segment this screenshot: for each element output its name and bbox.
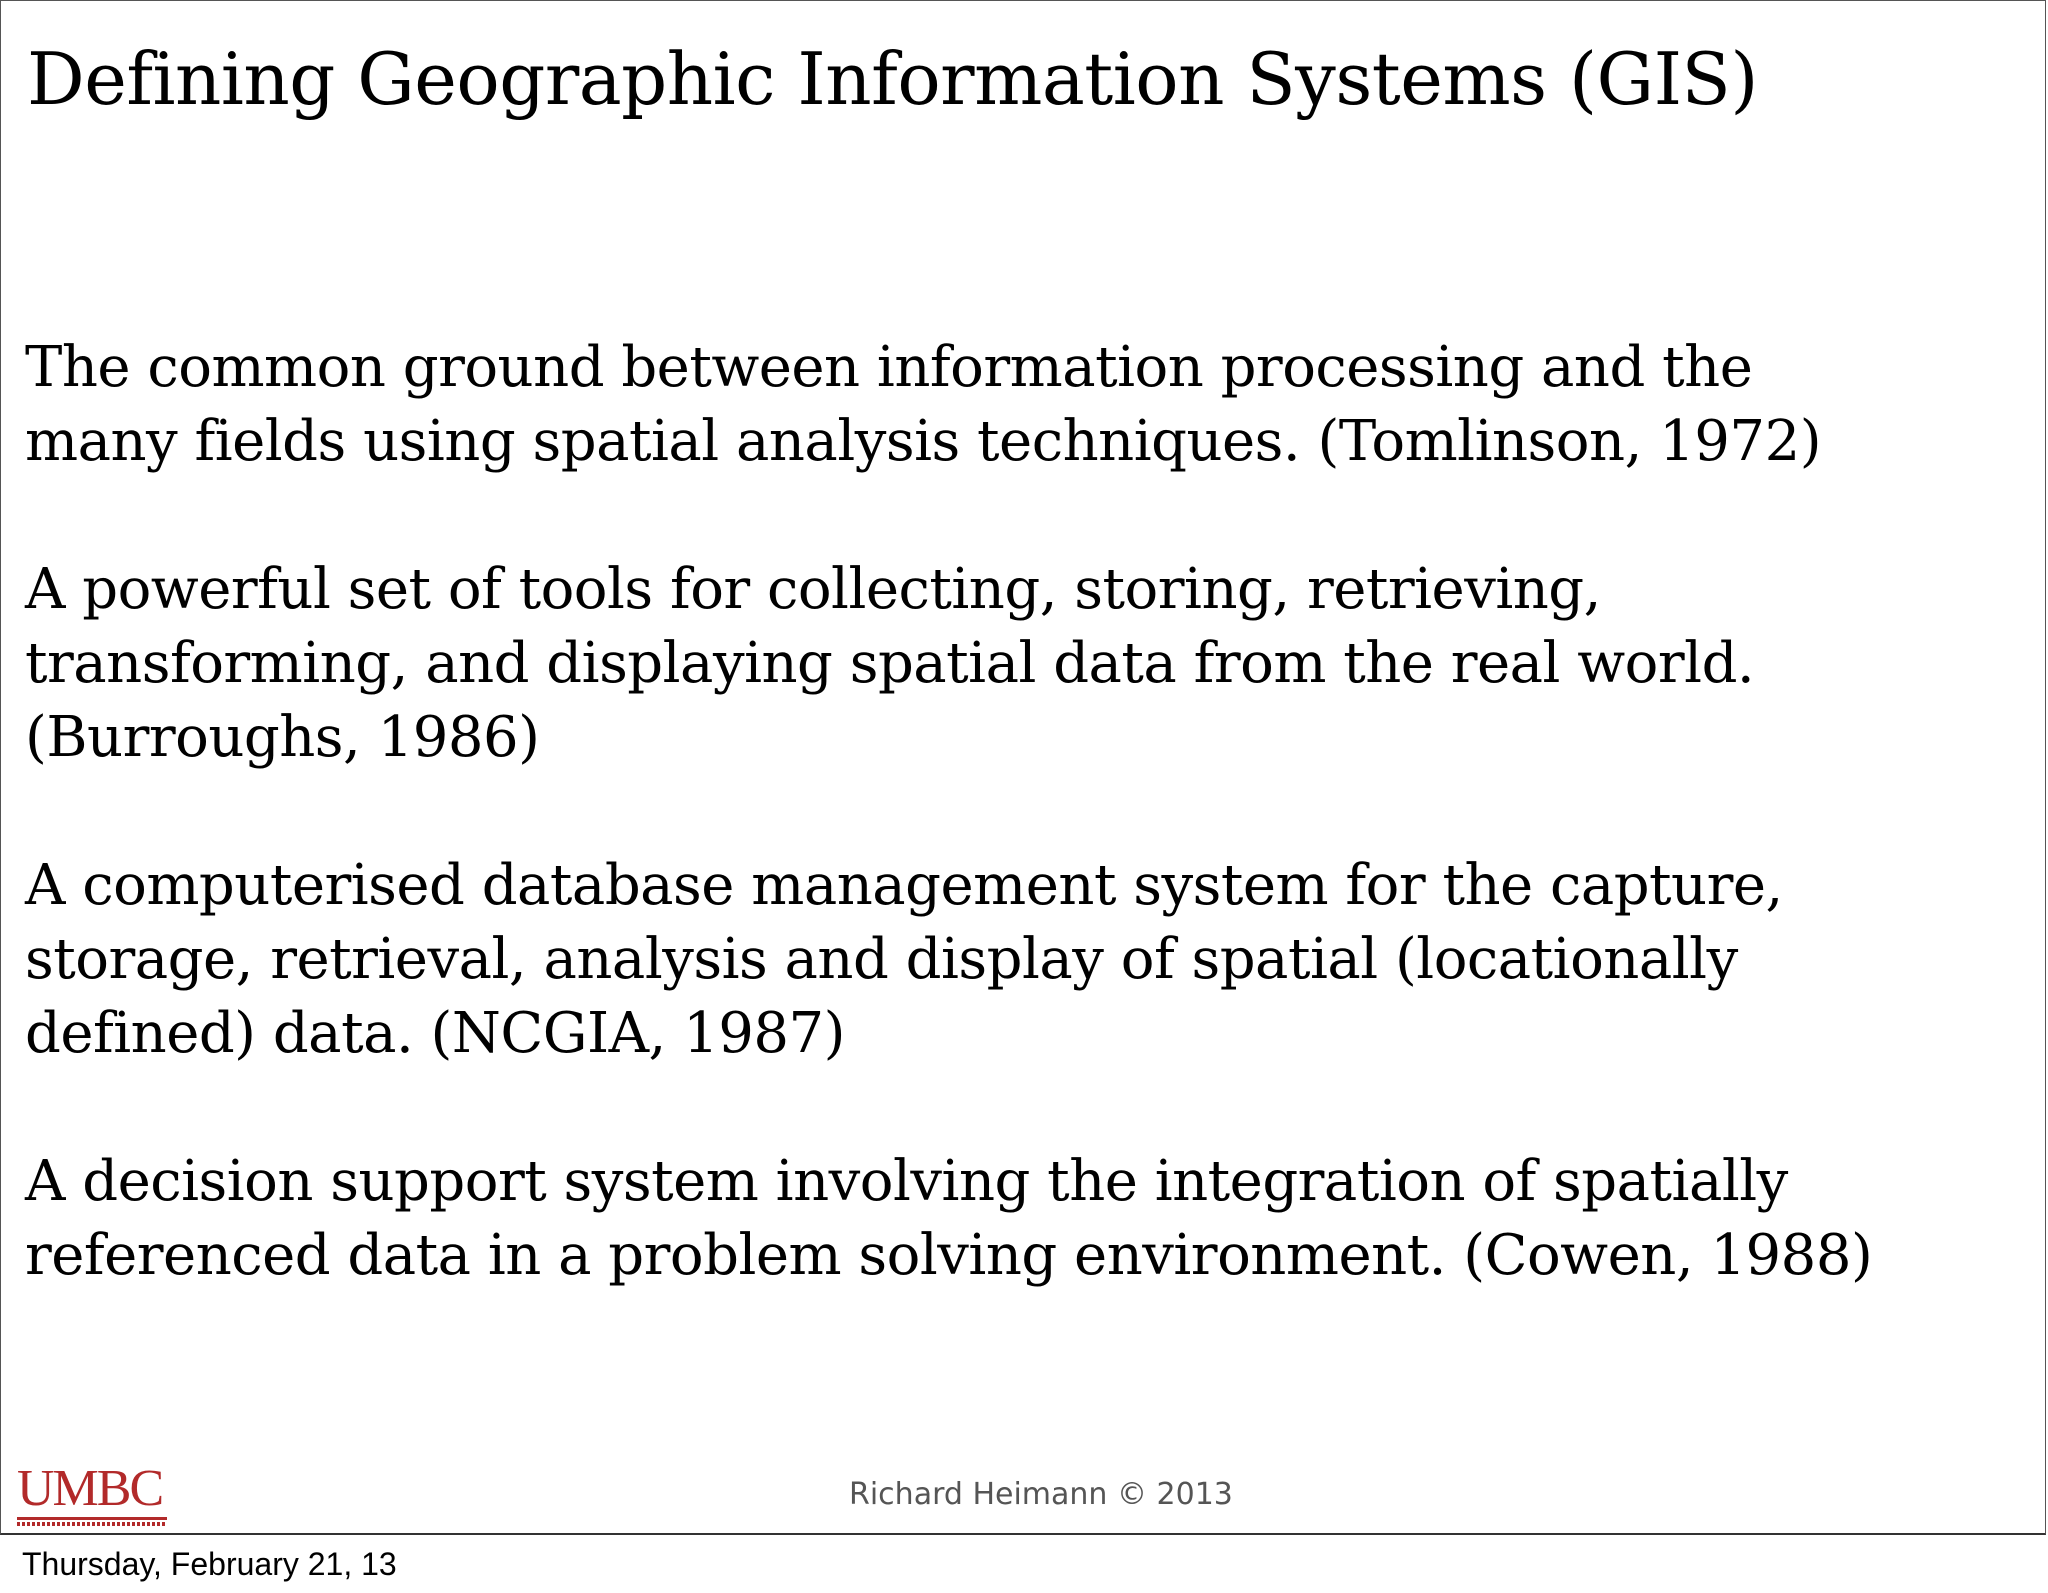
definition-line: referenced data in a problem solving environment. (Cowen, 1988) (25, 1223, 1873, 1288)
definition-line: The common ground between information processing and the (25, 335, 1753, 400)
umbc-logo (17, 1460, 167, 1523)
definition-line: (Burroughs, 1986) (25, 705, 540, 770)
definitions-list (25, 331, 2025, 1367)
copyright-notice: Richard Heimann © 2013 (849, 1477, 1233, 1512)
definition-cowen (25, 1145, 2025, 1293)
definition-ncgia (25, 849, 2025, 1071)
logo-tagline (17, 1522, 167, 1526)
definition-line: transforming, and displaying spatial data from the real world. (25, 631, 1755, 696)
definition-line: A computerised database management system for the capture, (25, 853, 1783, 918)
date-footer: Thursday, February 21, 13 (22, 1546, 397, 1582)
definition-line: many fields using spatial analysis techniques. (Tomlinson, 1972) (25, 409, 1822, 474)
definition-line: A powerful set of tools for collecting, storing, retrieving, (25, 557, 1601, 622)
definition-line: defined) data. (NCGIA, 1987) (25, 1001, 846, 1066)
logo-underline (17, 1517, 167, 1520)
slide-title: Defining Geographic Information Systems (GIS) (27, 37, 1758, 121)
definition-tomlinson (25, 331, 2025, 479)
definition-line: A decision support system involving the integration of spatially (25, 1149, 1788, 1214)
logo-text: UMBC (17, 1460, 163, 1517)
definition-burroughs (25, 553, 2025, 775)
definition-line: storage, retrieval, analysis and display of spatial (locationally (25, 927, 1738, 992)
